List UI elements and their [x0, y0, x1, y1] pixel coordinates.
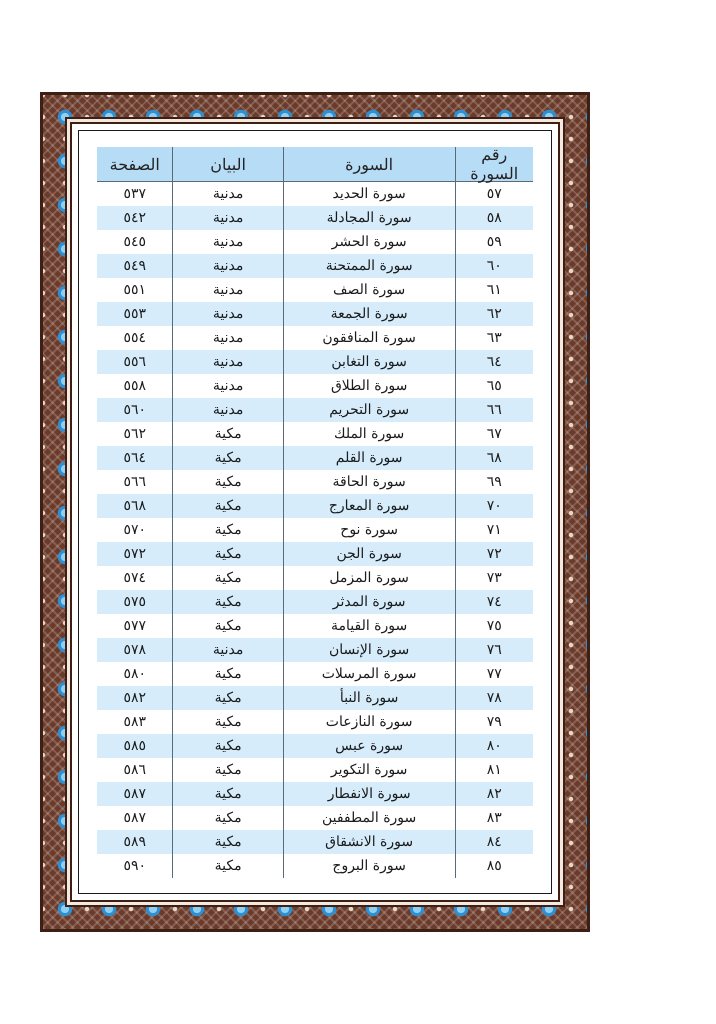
surah-number: ٦٧	[455, 422, 533, 446]
surah-page: ٥٥٤	[123, 330, 146, 346]
surah-name: سورة الصف	[283, 278, 455, 302]
surah-type: مدنية	[172, 278, 282, 302]
table-row	[97, 710, 533, 734]
surah-page: ٥٦٨	[123, 498, 146, 514]
surah-name: سورة الملك	[283, 422, 455, 446]
surah-name: سورة القيامة	[283, 614, 455, 638]
surah-page: ٥٦٢	[123, 426, 146, 442]
surah-type: مكية	[172, 782, 282, 806]
table-row	[97, 806, 533, 830]
surah-number: ٨٠	[455, 734, 533, 758]
surah-number: ٦٠	[455, 254, 533, 278]
surah-type: مكية	[172, 566, 282, 590]
table-row	[97, 422, 533, 446]
surah-type: مدنية	[172, 230, 282, 254]
surah-number: ٦٣	[455, 326, 533, 350]
surah-page: ٥٤٩	[123, 258, 146, 274]
surah-type: مكية	[172, 686, 282, 710]
surah-name: سورة الانشقاق	[283, 830, 455, 854]
surah-type: مدنية	[172, 302, 282, 326]
surah-page: ٥٥٨	[123, 378, 146, 394]
table-row	[97, 566, 533, 590]
header-statement: البيان	[172, 147, 282, 181]
surah-page: ٥٧٧	[123, 618, 146, 634]
surah-index-table	[97, 147, 533, 878]
table-row	[97, 494, 533, 518]
surah-type: مدنية	[172, 398, 282, 422]
surah-number: ٨٣	[455, 806, 533, 830]
surah-page: ٥٧٠	[123, 522, 146, 538]
surah-name: سورة البروج	[283, 854, 455, 878]
surah-number: ٦٨	[455, 446, 533, 470]
surah-type: مكية	[172, 734, 282, 758]
surah-name: سورة الحشر	[283, 230, 455, 254]
table-row	[97, 686, 533, 710]
surah-type: مكية	[172, 662, 282, 686]
table-row	[97, 590, 533, 614]
surah-type: مكية	[172, 854, 282, 878]
surah-number: ٦١	[455, 278, 533, 302]
surah-name: سورة نوح	[283, 518, 455, 542]
surah-page: ٥٨٢	[123, 690, 146, 706]
surah-type: مكية	[172, 446, 282, 470]
surah-number: ٨٤	[455, 830, 533, 854]
surah-page: ٥٧٥	[123, 594, 146, 610]
surah-name: سورة النبأ	[283, 686, 455, 710]
surah-page: ٥٨٠	[123, 666, 146, 682]
surah-name: سورة المعارج	[283, 494, 455, 518]
surah-type: مكية	[172, 470, 282, 494]
surah-page: ٥٦٤	[123, 450, 146, 466]
table-row	[97, 614, 533, 638]
surah-page: ٥٨٧	[123, 810, 146, 826]
surah-name: سورة عبس	[283, 734, 455, 758]
surah-page: ٥٥٦	[123, 354, 146, 370]
surah-number: ٥٧	[455, 182, 533, 206]
surah-name: سورة الطلاق	[283, 374, 455, 398]
table-row	[97, 350, 533, 374]
table-row	[97, 662, 533, 686]
surah-type: مدنية	[172, 254, 282, 278]
table-row	[97, 278, 533, 302]
surah-type: مكية	[172, 758, 282, 782]
surah-name: سورة المدثر	[283, 590, 455, 614]
surah-number: ٧٣	[455, 566, 533, 590]
surah-name: سورة المزمل	[283, 566, 455, 590]
surah-type: مدنية	[172, 182, 282, 206]
surah-page: ٥٨٩	[123, 834, 146, 850]
page-panel	[78, 130, 552, 894]
surah-number: ٦٤	[455, 350, 533, 374]
surah-page: ٥٨٣	[123, 714, 146, 730]
surah-type: مدنية	[172, 326, 282, 350]
surah-number: ٥٩	[455, 230, 533, 254]
surah-name: سورة الحاقة	[283, 470, 455, 494]
table-row	[97, 542, 533, 566]
surah-type: مدنية	[172, 638, 282, 662]
surah-number: ٧٠	[455, 494, 533, 518]
surah-number: ٥٨	[455, 206, 533, 230]
surah-number: ٧٨	[455, 686, 533, 710]
surah-page: ٥٧٤	[123, 570, 146, 586]
surah-page: ٥٤٢	[123, 210, 146, 226]
table-row	[97, 446, 533, 470]
surah-name: سورة التحريم	[283, 398, 455, 422]
surah-page: ٥٣٧	[123, 186, 146, 202]
surah-type: مكية	[172, 806, 282, 830]
surah-type: مكية	[172, 422, 282, 446]
surah-number: ٨٥	[455, 854, 533, 878]
table-row	[97, 254, 533, 278]
surah-name: سورة المجادلة	[283, 206, 455, 230]
surah-page: ٥٥٣	[123, 306, 146, 322]
surah-page: ٥٨٦	[123, 762, 146, 778]
table-row	[97, 782, 533, 806]
surah-type: مكية	[172, 830, 282, 854]
surah-page: ٥٧٨	[123, 642, 146, 658]
surah-name: سورة القلم	[283, 446, 455, 470]
table-row	[97, 230, 533, 254]
table-row	[97, 638, 533, 662]
table-row	[97, 206, 533, 230]
table-row	[97, 182, 533, 206]
surah-number: ٧٩	[455, 710, 533, 734]
table-row	[97, 398, 533, 422]
surah-type: مدنية	[172, 350, 282, 374]
table-body	[97, 181, 533, 878]
header-number: رقم السورة	[455, 147, 533, 181]
surah-type: مكية	[172, 590, 282, 614]
surah-number: ٨١	[455, 758, 533, 782]
surah-name: سورة الحديد	[283, 182, 455, 206]
surah-number: ٧١	[455, 518, 533, 542]
surah-name: سورة المطففين	[283, 806, 455, 830]
surah-type: مكية	[172, 542, 282, 566]
table-header	[97, 147, 533, 181]
surah-name: سورة المنافقون	[283, 326, 455, 350]
surah-type: مكية	[172, 494, 282, 518]
surah-type: مدنية	[172, 374, 282, 398]
surah-name: سورة التكوير	[283, 758, 455, 782]
surah-type: مكية	[172, 614, 282, 638]
table-row	[97, 830, 533, 854]
surah-type: مكية	[172, 518, 282, 542]
header-surah: السورة	[283, 147, 455, 181]
surah-name: سورة الممتحنة	[283, 254, 455, 278]
surah-name: سورة الانفطار	[283, 782, 455, 806]
surah-number: ٧٢	[455, 542, 533, 566]
surah-number: ٦٢	[455, 302, 533, 326]
surah-name: سورة الجن	[283, 542, 455, 566]
surah-number: ٦٥	[455, 374, 533, 398]
surah-number: ٧٧	[455, 662, 533, 686]
table-row	[97, 374, 533, 398]
surah-number: ٧٤	[455, 590, 533, 614]
surah-page: ٥٩٠	[123, 858, 146, 874]
surah-page: ٥٦٠	[123, 402, 146, 418]
surah-type: مكية	[172, 710, 282, 734]
surah-page: ٥٦٦	[123, 474, 146, 490]
surah-page: ٥٥١	[123, 282, 146, 298]
surah-number: ٦٩	[455, 470, 533, 494]
table-row	[97, 854, 533, 878]
header-page: الصفحة	[109, 154, 160, 174]
surah-name: سورة التغابن	[283, 350, 455, 374]
surah-page: ٥٧٢	[123, 546, 146, 562]
surah-name: سورة المرسلات	[283, 662, 455, 686]
table-row	[97, 518, 533, 542]
surah-type: مدنية	[172, 206, 282, 230]
surah-page: ٥٨٥	[123, 738, 146, 754]
surah-name: سورة الجمعة	[283, 302, 455, 326]
table-row	[97, 758, 533, 782]
table-row	[97, 302, 533, 326]
surah-number: ٧٥	[455, 614, 533, 638]
surah-number: ٧٦	[455, 638, 533, 662]
table-row	[97, 326, 533, 350]
table-row	[97, 470, 533, 494]
table-row	[97, 734, 533, 758]
surah-page: ٥٨٧	[123, 786, 146, 802]
surah-page: ٥٤٥	[123, 234, 146, 250]
surah-number: ٨٢	[455, 782, 533, 806]
surah-name: سورة الإنسان	[283, 638, 455, 662]
surah-number: ٦٦	[455, 398, 533, 422]
surah-name: سورة النازعات	[283, 710, 455, 734]
